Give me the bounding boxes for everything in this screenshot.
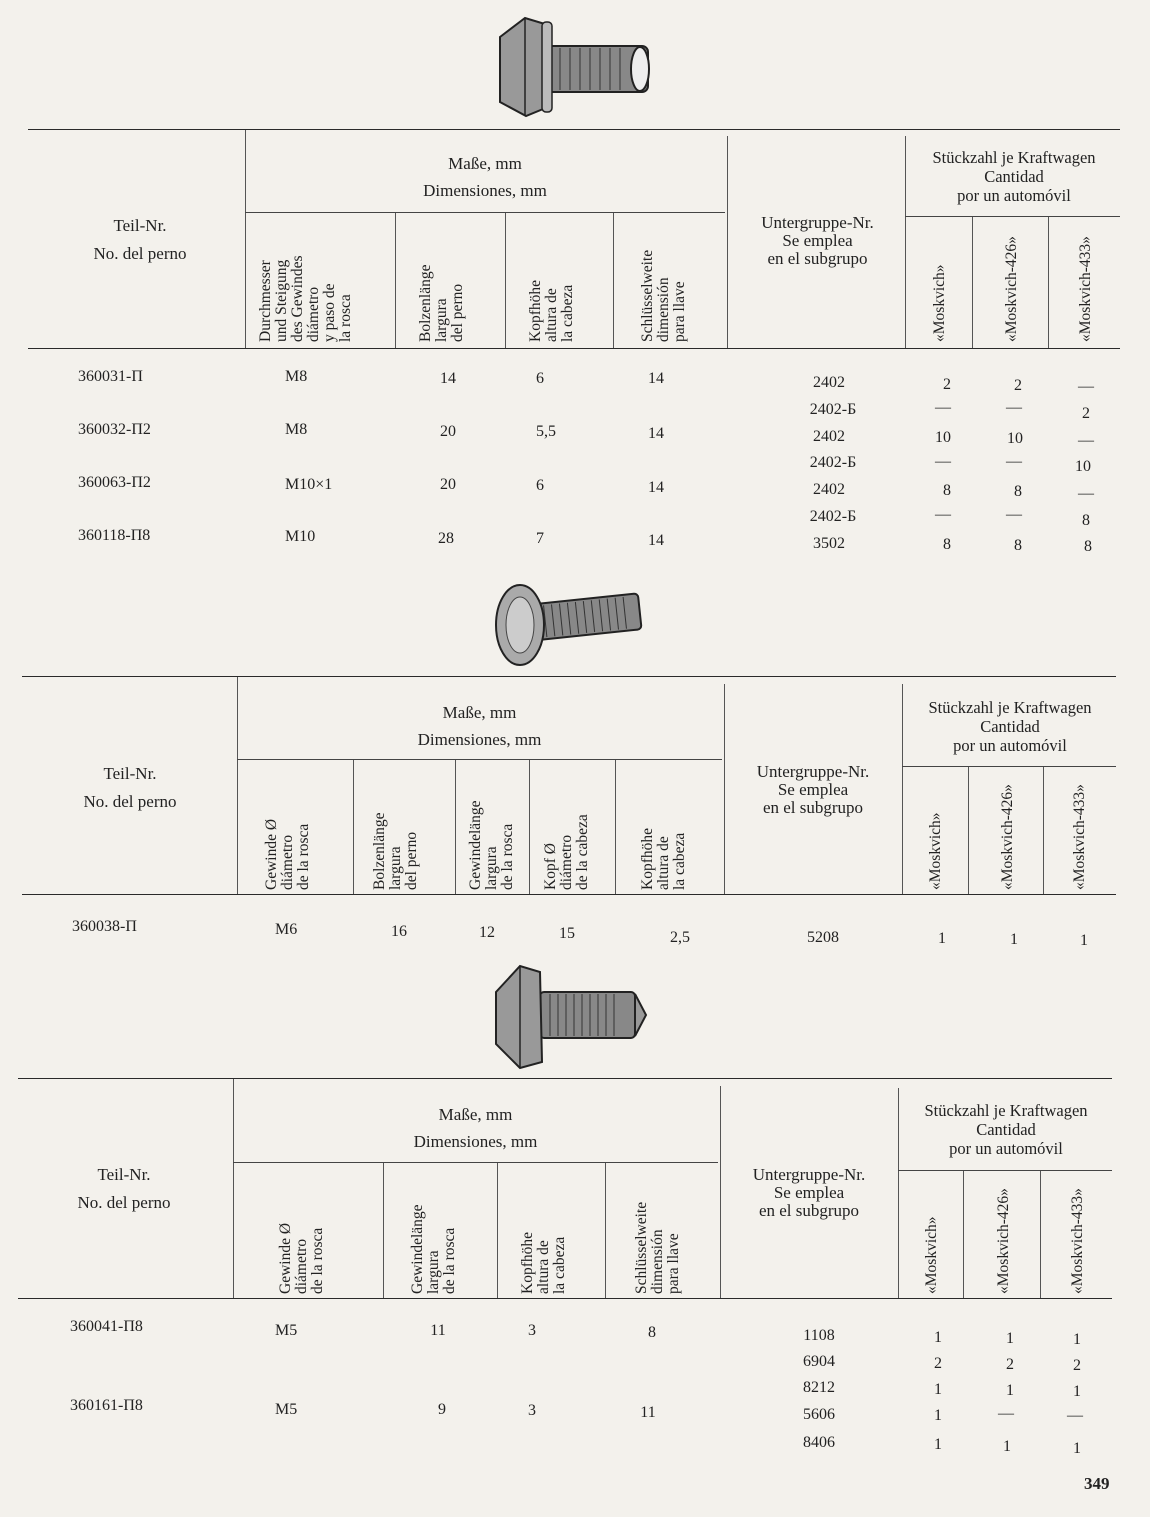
col-thread-diameter-header: Durchmesser und Steigung des Gewindes diámetro y paso de la rosca bbox=[257, 255, 354, 342]
thread-diameter: M10×1 bbox=[285, 476, 333, 493]
key-size: 14 bbox=[648, 425, 664, 442]
qty-moskvich: 1 bbox=[934, 1329, 942, 1346]
part-number: 360031-П bbox=[78, 368, 143, 385]
col-bolt-length-header: Bolzenlänge largura del perno bbox=[371, 812, 420, 890]
subgroup-number: 2402 bbox=[813, 374, 845, 391]
subgroup-number: 8406 bbox=[803, 1434, 835, 1451]
subgroup-number: 8212 bbox=[803, 1379, 835, 1396]
part-number: 360032-П2 bbox=[78, 421, 151, 438]
col-head-height-header: Kopfhöhe altura de la cabeza bbox=[639, 828, 688, 890]
col-thread-diameter-header: Gewinde Ø diámetro de la rosca bbox=[277, 1222, 326, 1294]
subgroup-header: Untergruppe-Nr. Se emplea en el subgrupo bbox=[756, 762, 870, 817]
quantity-header: Stückzahl je Kraftwagen Cantidad por un automóvil bbox=[924, 1101, 1088, 1158]
thread-diameter: M6 bbox=[275, 921, 298, 938]
head-height: 5,5 bbox=[536, 423, 556, 440]
qty-moskvich: 8 bbox=[943, 536, 951, 553]
qty-426: — bbox=[1006, 399, 1022, 416]
hex-head-bolt-illustration bbox=[490, 962, 650, 1072]
qty-433: — bbox=[1078, 485, 1094, 502]
col-thread-length-header: Gewindelänge largura de la rosca bbox=[409, 1204, 458, 1294]
qty-433: 2 bbox=[1073, 1357, 1081, 1374]
thread-diameter: M5 bbox=[275, 1322, 298, 1339]
bolt-length: 16 bbox=[391, 923, 407, 940]
qty-433: 8 bbox=[1082, 512, 1090, 529]
qty-426: 2 bbox=[1014, 377, 1022, 394]
col-model-moskvich-header: «Moskvich» bbox=[923, 1216, 940, 1294]
qty-moskvich: 1 bbox=[934, 1436, 942, 1453]
key-size: 14 bbox=[648, 532, 664, 549]
qty-426: 8 bbox=[1014, 483, 1022, 500]
subgroup-number: 2402 bbox=[813, 428, 845, 445]
qty-433: 1 bbox=[1073, 1331, 1081, 1348]
qty-426: 1 bbox=[1006, 1382, 1014, 1399]
qty-433: — bbox=[1078, 432, 1094, 449]
col-model-426-header: «Moskvich-426» bbox=[995, 1188, 1012, 1294]
subgroup-header: Untergruppe-Nr. Se emplea en el subgrupo bbox=[752, 1165, 866, 1220]
part-number: 360041-П8 bbox=[70, 1318, 143, 1335]
bolt-length: 20 bbox=[440, 423, 456, 440]
qty-moskvich: 2 bbox=[934, 1355, 942, 1372]
key-size: 8 bbox=[648, 1324, 656, 1341]
qty-426: — bbox=[1006, 453, 1022, 470]
part-number: 360038-П bbox=[72, 918, 137, 935]
subgroup-number: 2402-Б bbox=[809, 508, 857, 525]
qty-moskvich: 1 bbox=[934, 1381, 942, 1398]
qty-426: 1 bbox=[1006, 1330, 1014, 1347]
part-number: 360063-П2 bbox=[78, 474, 151, 491]
qty-426: 1 bbox=[1003, 1438, 1011, 1455]
col-model-426-header: «Moskvich-426» bbox=[999, 784, 1016, 890]
head-height: 3 bbox=[528, 1322, 536, 1339]
head-height: 2,5 bbox=[670, 929, 690, 946]
col-thread-diameter-header: Gewinde Ø diámetro de la rosca bbox=[263, 818, 312, 890]
qty-moskvich: — bbox=[935, 399, 951, 416]
page-number: 349 bbox=[1084, 1474, 1110, 1493]
quantity-header: Stückzahl je Kraftwagen Cantidad por un automóvil bbox=[928, 698, 1092, 755]
bolt-length: 14 bbox=[440, 370, 456, 387]
col-model-433-header: «Moskvich-433» bbox=[1077, 236, 1094, 342]
qty-moskvich: — bbox=[935, 453, 951, 470]
hex-flange-bolt-illustration bbox=[490, 12, 660, 122]
dimensions-header: Maße, mm Dimensiones, mm bbox=[417, 703, 542, 749]
subgroup-number: 5208 bbox=[807, 929, 839, 946]
qty-433: 1 bbox=[1073, 1383, 1081, 1400]
col-key-size-header: Schlüsselweite dimensión para llave bbox=[633, 1201, 682, 1294]
col-head-diameter-header: Kopf Ø diámetro de la cabeza bbox=[542, 814, 591, 890]
head-height: 6 bbox=[536, 477, 544, 494]
qty-433: — bbox=[1067, 1407, 1083, 1424]
qty-433: 1 bbox=[1080, 932, 1088, 949]
key-size: 11 bbox=[640, 1404, 656, 1421]
thread-length: 11 bbox=[430, 1322, 446, 1339]
round-head-bolt-illustration bbox=[490, 575, 650, 670]
qty-433: 1 bbox=[1073, 1440, 1081, 1457]
subgroup-number: 6904 bbox=[803, 1353, 835, 1370]
key-size: 14 bbox=[648, 370, 664, 387]
thread-diameter: M8 bbox=[285, 368, 308, 385]
bolt-length: 20 bbox=[440, 476, 456, 493]
part-number-header: Teil-Nr. No. del perno bbox=[77, 1165, 171, 1212]
qty-433: — bbox=[1078, 378, 1094, 395]
qty-moskvich: 8 bbox=[943, 482, 951, 499]
head-height: 6 bbox=[536, 370, 544, 387]
subgroup-header: Untergruppe-Nr. Se emplea en el subgrupo bbox=[761, 213, 874, 268]
thread-length: 12 bbox=[479, 924, 495, 941]
subgroup-number: 2402-Б bbox=[809, 454, 857, 471]
qty-426: 2 bbox=[1006, 1356, 1014, 1373]
col-key-size-header: Schlüsselweite dimensión para llave bbox=[639, 249, 688, 342]
col-thread-length-header: Gewindelänge largura de la rosca bbox=[467, 800, 516, 890]
thread-diameter: M8 bbox=[285, 421, 308, 438]
qty-426: 1 bbox=[1010, 931, 1018, 948]
qty-426: 8 bbox=[1014, 537, 1022, 554]
qty-433: 10 bbox=[1075, 458, 1091, 475]
col-model-433-header: «Moskvich-433» bbox=[1069, 1188, 1086, 1294]
key-size: 14 bbox=[648, 479, 664, 496]
quantity-header: Stückzahl je Kraftwagen Cantidad por un automóvil bbox=[932, 148, 1096, 205]
qty-433: 2 bbox=[1082, 405, 1090, 422]
thread-diameter: M5 bbox=[275, 1401, 298, 1418]
subgroup-number: 5606 bbox=[803, 1406, 835, 1423]
qty-moskvich: 10 bbox=[935, 429, 951, 446]
qty-moskvich: 2 bbox=[943, 376, 951, 393]
qty-426: 10 bbox=[1007, 430, 1023, 447]
thread-diameter: M10 bbox=[285, 528, 316, 545]
col-model-moskvich-header: «Moskvich» bbox=[931, 264, 948, 342]
col-head-height-header: Kopfhöhe altura de la cabeza bbox=[519, 1232, 568, 1294]
qty-moskvich: 1 bbox=[938, 930, 946, 947]
subgroup-number: 2402-Б bbox=[809, 401, 857, 418]
col-bolt-length-header: Bolzenlänge largura del perno bbox=[417, 264, 466, 342]
subgroup-number: 2402 bbox=[813, 481, 845, 498]
head-height: 3 bbox=[528, 1402, 536, 1419]
qty-433: 8 bbox=[1084, 538, 1092, 555]
dimensions-header: Maße, mm Dimensiones, mm bbox=[423, 154, 547, 200]
subgroup-number: 3502 bbox=[813, 535, 845, 552]
qty-426: — bbox=[998, 1405, 1014, 1422]
bolt-length: 28 bbox=[438, 530, 454, 547]
head-diameter: 15 bbox=[559, 925, 575, 942]
head-height: 7 bbox=[536, 530, 544, 547]
col-model-433-header: «Moskvich-433» bbox=[1071, 784, 1088, 890]
qty-426: — bbox=[1006, 506, 1022, 523]
part-number-header: Teil-Nr. No. del perno bbox=[93, 216, 187, 263]
qty-moskvich: 1 bbox=[934, 1407, 942, 1424]
part-number: 360118-П8 bbox=[78, 527, 151, 544]
qty-moskvich: — bbox=[935, 506, 951, 523]
subgroup-number: 1108 bbox=[803, 1327, 835, 1344]
col-head-height-header: Kopfhöhe altura de la cabeza bbox=[527, 280, 576, 342]
thread-length: 9 bbox=[438, 1401, 446, 1418]
part-number: 360161-П8 bbox=[70, 1397, 143, 1414]
part-number-header: Teil-Nr. No. del perno bbox=[83, 764, 177, 811]
col-model-426-header: «Moskvich-426» bbox=[1003, 236, 1020, 342]
dimensions-header: Maße, mm Dimensiones, mm bbox=[413, 1105, 538, 1151]
col-model-moskvich-header: «Moskvich» bbox=[927, 812, 944, 890]
